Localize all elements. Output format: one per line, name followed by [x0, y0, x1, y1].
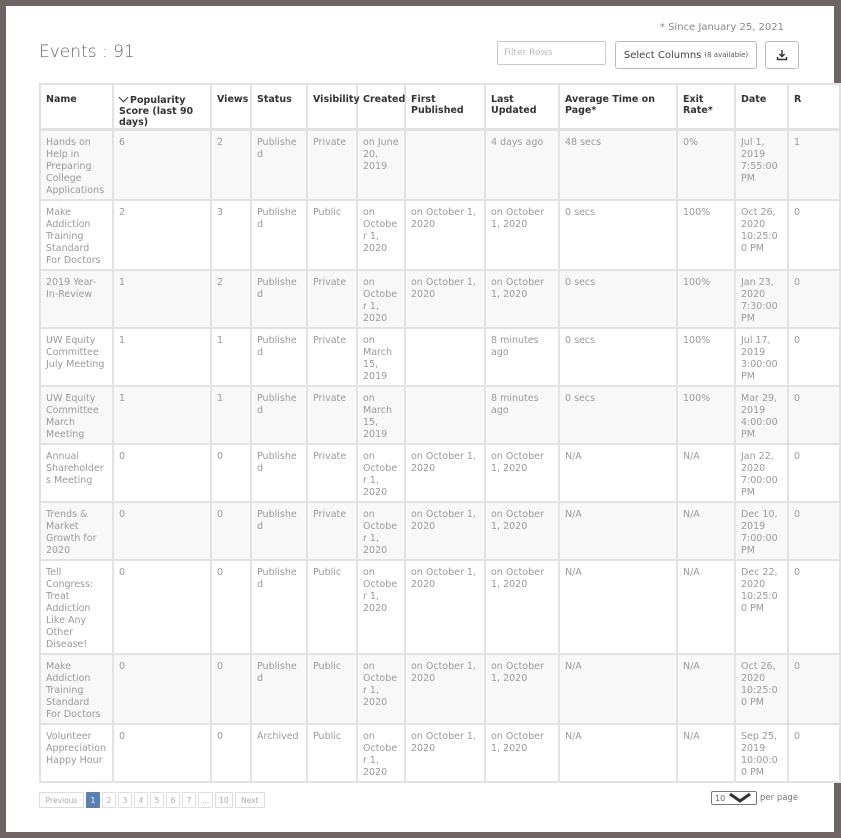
- cell-created: on October 1, 2020: [357, 444, 405, 502]
- cell-created: on March 15, 2019: [357, 386, 405, 444]
- select-columns-button[interactable]: [615, 41, 757, 69]
- cell-average-time: N/A: [559, 560, 677, 654]
- since-note: * Since January 25, 2021: [659, 22, 784, 33]
- column-header-average-time[interactable]: Average Time on Page*: [559, 84, 677, 130]
- cell-visibility: Private: [307, 328, 357, 386]
- cell-views: 0: [211, 560, 251, 654]
- cell-last-updated: 4 days ago: [485, 130, 559, 200]
- cell-popularity-score: 0: [113, 502, 211, 560]
- page-title: Events : 91: [39, 42, 135, 62]
- cell-r: 0: [788, 560, 840, 654]
- cell-exit-rate: N/A: [677, 654, 735, 724]
- previous-button[interactable]: Previous: [39, 792, 84, 808]
- cell-date: Dec 10, 2019 7:00:00 PM: [735, 502, 788, 560]
- cell-views: 0: [211, 444, 251, 502]
- cell-r: 0: [788, 328, 840, 386]
- column-header-r[interactable]: R: [788, 84, 840, 130]
- cell-average-time: N/A: [559, 502, 677, 560]
- cell-status: Published: [251, 444, 307, 502]
- cell-name[interactable]: Annual Shareholders Meeting: [40, 444, 113, 502]
- page-1-button[interactable]: 1: [86, 792, 100, 808]
- download-icon: [776, 46, 788, 65]
- cell-status: Published: [251, 502, 307, 560]
- cell-created: on October 1, 2020: [357, 502, 405, 560]
- cell-name[interactable]: UW Equity Committee July Meeting: [40, 328, 113, 386]
- cell-date: Sep 25, 2019 10:00:00 PM: [735, 724, 788, 782]
- cell-first-published: on October 1, 2020: [405, 502, 485, 560]
- table-row[interactable]: [40, 444, 840, 502]
- cell-name[interactable]: UW Equity Committee March Meeting: [40, 386, 113, 444]
- cell-exit-rate: N/A: [677, 560, 735, 654]
- cell-exit-rate: 100%: [677, 386, 735, 444]
- cell-first-published: on October 1, 2020: [405, 270, 485, 328]
- cell-status: Published: [251, 560, 307, 654]
- cell-popularity-score: 6: [113, 130, 211, 200]
- table-row[interactable]: [40, 328, 840, 386]
- cell-status: Published: [251, 200, 307, 270]
- cell-status: Published: [251, 654, 307, 724]
- cell-first-published: [405, 328, 485, 386]
- cell-exit-rate: 100%: [677, 200, 735, 270]
- table-header-row: [40, 84, 840, 130]
- select-columns-label: Select Columns: [623, 49, 702, 61]
- cell-visibility: Public: [307, 200, 357, 270]
- cell-r: 0: [788, 270, 840, 328]
- page-3-button[interactable]: 3: [118, 792, 132, 808]
- cell-first-published: on October 1, 2020: [405, 724, 485, 782]
- cell-average-time: 0 secs: [559, 386, 677, 444]
- column-header-exit-rate[interactable]: Exit Rate*: [677, 84, 735, 130]
- cell-created: on June 20, 2019: [357, 130, 405, 200]
- cell-views: 3: [211, 200, 251, 270]
- table-row[interactable]: [40, 200, 840, 270]
- cell-popularity-score: 1: [113, 328, 211, 386]
- cell-exit-rate: 0%: [677, 130, 735, 200]
- cell-last-updated: 8 minutes ago: [485, 386, 559, 444]
- cell-r: 0: [788, 654, 840, 724]
- cell-visibility: Private: [307, 130, 357, 200]
- cell-exit-rate: N/A: [677, 444, 735, 502]
- cell-exit-rate: 100%: [677, 328, 735, 386]
- cell-views: 0: [211, 654, 251, 724]
- page-7-button[interactable]: 7: [182, 792, 196, 808]
- next-button[interactable]: Next: [235, 792, 265, 808]
- cell-last-updated: on October 1, 2020: [485, 654, 559, 724]
- cell-name[interactable]: Tell Congress: Treat Addiction Like Any Other Disease!: [40, 560, 113, 654]
- table-row[interactable]: [40, 502, 840, 560]
- cell-visibility: Private: [307, 386, 357, 444]
- page-6-button[interactable]: 6: [166, 792, 180, 808]
- cell-last-updated: on October 1, 2020: [485, 200, 559, 270]
- column-header-created[interactable]: Created: [357, 84, 405, 130]
- column-header-popularity-score[interactable]: Popularity Score (last 90 days): [113, 84, 211, 130]
- cell-name[interactable]: Volunteer Appreciation Happy Hour: [40, 724, 113, 782]
- events-panel: [6, 6, 834, 832]
- cell-r: 0: [788, 724, 840, 782]
- per-page-control: [711, 791, 798, 805]
- download-button[interactable]: [765, 41, 799, 69]
- events-table-container: [39, 83, 802, 778]
- cell-first-published: on October 1, 2020: [405, 444, 485, 502]
- cell-r: 1: [788, 130, 840, 200]
- filter-rows-input[interactable]: [497, 41, 606, 65]
- cell-views: 0: [211, 502, 251, 560]
- cell-date: Jan 22, 2020 7:00:00 PM: [735, 444, 788, 502]
- cell-popularity-score: 0: [113, 724, 211, 782]
- cell-r: 0: [788, 386, 840, 444]
- per-page-value: 10: [715, 793, 726, 803]
- cell-first-published: [405, 130, 485, 200]
- cell-first-published: on October 1, 2020: [405, 560, 485, 654]
- cell-status: Archived: [251, 724, 307, 782]
- cell-exit-rate: N/A: [677, 724, 735, 782]
- cell-created: on March 15, 2019: [357, 328, 405, 386]
- column-header-name[interactable]: Name: [40, 84, 113, 130]
- cell-popularity-score: 0: [113, 654, 211, 724]
- page-4-button[interactable]: 4: [134, 792, 148, 808]
- cell-r: 0: [788, 444, 840, 502]
- cell-date: Jul 17, 2019 3:00:00 PM: [735, 328, 788, 386]
- page-10-button[interactable]: 10: [215, 792, 233, 808]
- cell-exit-rate: 100%: [677, 270, 735, 328]
- cell-r: 0: [788, 502, 840, 560]
- column-header-first-published[interactable]: First Published: [405, 84, 485, 130]
- cell-date: Jan 23, 2020 7:30:00 PM: [735, 270, 788, 328]
- cell-visibility: Public: [307, 724, 357, 782]
- column-header-date[interactable]: Date: [735, 84, 788, 130]
- events-table: [39, 83, 841, 783]
- cell-popularity-score: 0: [113, 560, 211, 654]
- cell-last-updated: on October 1, 2020: [485, 724, 559, 782]
- cell-average-time: 0 secs: [559, 200, 677, 270]
- sort-descending-icon: [119, 93, 129, 103]
- column-header-views[interactable]: Views: [211, 84, 251, 130]
- cell-average-time: 0 secs: [559, 270, 677, 328]
- cell-name[interactable]: Make Addiction Training Standard For Doctors: [40, 200, 113, 270]
- cell-name[interactable]: Hands on Help in Preparing College Applications: [40, 130, 113, 200]
- cell-name[interactable]: Trends & Market Growth for 2020: [40, 502, 113, 560]
- cell-date: Oct 26, 2020 10:25:00 PM: [735, 654, 788, 724]
- table-row[interactable]: [40, 654, 840, 724]
- cell-popularity-score: 1: [113, 270, 211, 328]
- column-header-visibility[interactable]: Visibility: [307, 84, 357, 130]
- cell-status: Published: [251, 386, 307, 444]
- table-row[interactable]: [40, 560, 840, 654]
- cell-first-published: on October 1, 2020: [405, 654, 485, 724]
- cell-created: on October 1, 2020: [357, 560, 405, 654]
- cell-visibility: Public: [307, 560, 357, 654]
- column-header-status[interactable]: Status: [251, 84, 307, 130]
- cell-last-updated: on October 1, 2020: [485, 560, 559, 654]
- cell-average-time: 0 secs: [559, 328, 677, 386]
- cell-average-time: N/A: [559, 444, 677, 502]
- cell-popularity-score: 1: [113, 386, 211, 444]
- cell-date: Jul 1, 2019 7:55:00 PM: [735, 130, 788, 200]
- table-row[interactable]: [40, 386, 840, 444]
- cell-popularity-score: 0: [113, 444, 211, 502]
- page-5-button[interactable]: 5: [150, 792, 164, 808]
- cell-created: on October 1, 2020: [357, 724, 405, 782]
- cell-visibility: Private: [307, 502, 357, 560]
- pagination: [39, 792, 265, 808]
- cell-created: on October 1, 2020: [357, 654, 405, 724]
- cell-status: Published: [251, 130, 307, 200]
- cell-views: 1: [211, 386, 251, 444]
- cell-visibility: Private: [307, 270, 357, 328]
- cell-average-time: N/A: [559, 724, 677, 782]
- cell-last-updated: on October 1, 2020: [485, 502, 559, 560]
- cell-average-time: N/A: [559, 654, 677, 724]
- cell-date: Mar 29, 2019 4:00:00 PM: [735, 386, 788, 444]
- page-2-button[interactable]: 2: [102, 792, 116, 808]
- cell-views: 1: [211, 328, 251, 386]
- chevron-down-icon: [727, 792, 753, 805]
- table-row[interactable]: [40, 130, 840, 200]
- cell-popularity-score: 2: [113, 200, 211, 270]
- cell-visibility: Private: [307, 444, 357, 502]
- cell-name[interactable]: 2019 Year-In-Review: [40, 270, 113, 328]
- cell-views: 2: [211, 130, 251, 200]
- cell-name[interactable]: Make Addiction Training Standard For Doctors: [40, 654, 113, 724]
- cell-last-updated: 8 minutes ago: [485, 328, 559, 386]
- cell-last-updated: on October 1, 2020: [485, 270, 559, 328]
- cell-average-time: 48 secs: [559, 130, 677, 200]
- table-row[interactable]: [40, 724, 840, 782]
- cell-date: Oct 26, 2020 10:25:00 PM: [735, 200, 788, 270]
- cell-visibility: Public: [307, 654, 357, 724]
- cell-last-updated: on October 1, 2020: [485, 444, 559, 502]
- cell-status: Published: [251, 328, 307, 386]
- column-header-last-updated[interactable]: Last Updated: [485, 84, 559, 130]
- cell-created: on October 1, 2020: [357, 200, 405, 270]
- cell-r: 0: [788, 200, 840, 270]
- cell-created: on October 1, 2020: [357, 270, 405, 328]
- cell-first-published: on October 1, 2020: [405, 200, 485, 270]
- cell-first-published: [405, 386, 485, 444]
- cell-views: 0: [211, 724, 251, 782]
- cell-exit-rate: N/A: [677, 502, 735, 560]
- cell-status: Published: [251, 270, 307, 328]
- page-ellipsis: ...: [198, 792, 213, 808]
- cell-date: Dec 22, 2020 10:25:00 PM: [735, 560, 788, 654]
- table-row[interactable]: [40, 270, 840, 328]
- per-page-label: per page: [760, 793, 799, 803]
- per-page-select[interactable]: [711, 791, 757, 805]
- select-columns-available: (8 available): [704, 51, 749, 59]
- cell-views: 2: [211, 270, 251, 328]
